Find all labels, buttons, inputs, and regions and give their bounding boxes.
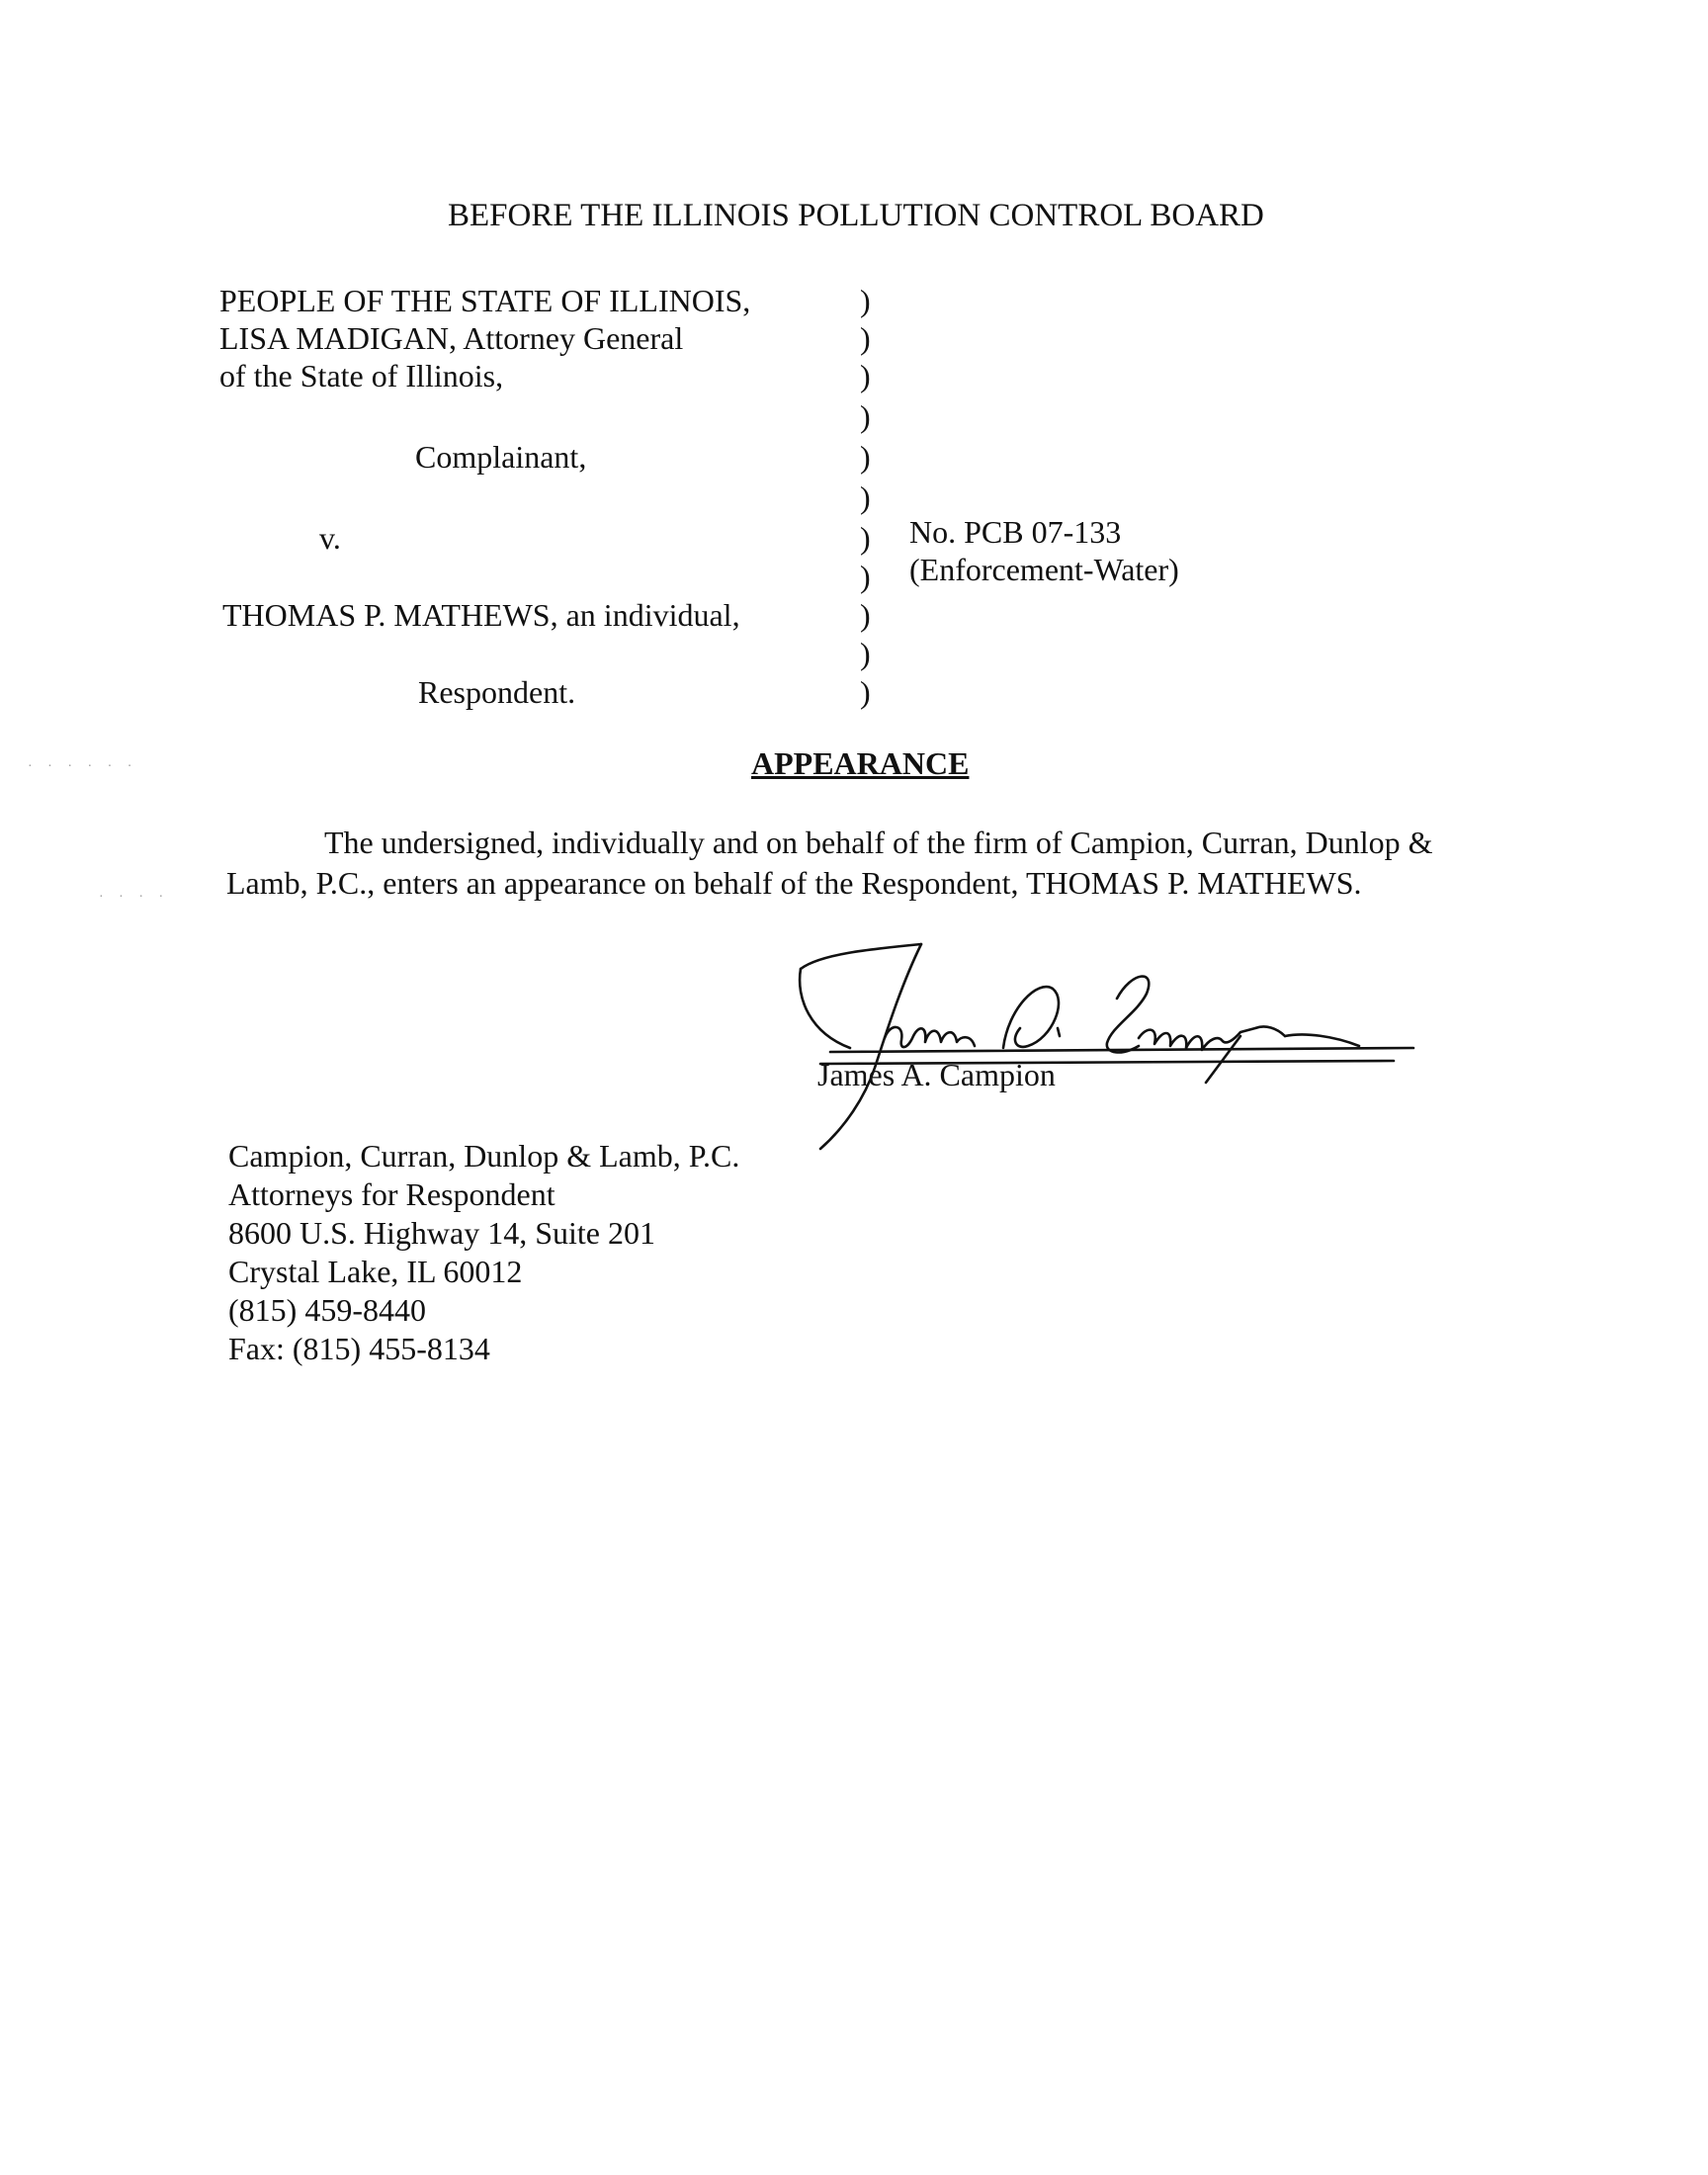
divider-paren: )	[860, 479, 871, 515]
scan-specks: · · · ·	[99, 890, 170, 905]
divider-paren: )	[860, 283, 871, 318]
divider-paren: )	[860, 636, 871, 671]
firm-line-3: 8600 U.S. Highway 14, Suite 201	[228, 1215, 655, 1251]
divider-paren: )	[860, 559, 871, 594]
appearance-title: APPEARANCE	[751, 745, 970, 781]
divider-paren: )	[860, 358, 871, 393]
firm-line-4: Crystal Lake, IL 60012	[228, 1254, 523, 1289]
firm-line-1: Campion, Curran, Dunlop & Lamb, P.C.	[228, 1138, 740, 1174]
appearance-body-line-1: The undersigned, individually and on behalf of the firm of Campion, Curran, Dunlop &	[324, 825, 1433, 860]
signature-graphic	[791, 929, 1423, 1157]
respondent-role: Respondent.	[418, 674, 576, 710]
complainant-line-1: PEOPLE OF THE STATE OF ILLINOIS,	[219, 283, 751, 318]
respondent-name: THOMAS P. MATHEWS, an individual,	[222, 597, 740, 633]
complainant-role: Complainant,	[415, 439, 587, 475]
signer-name: James A. Campion	[817, 1057, 1056, 1092]
divider-paren: )	[860, 597, 871, 633]
firm-line-5: (815) 459-8440	[228, 1292, 426, 1328]
complainant-line-2: LISA MADIGAN, Attorney General	[219, 320, 684, 356]
versus-label: v.	[319, 520, 341, 556]
firm-line-2: Attorneys for Respondent	[228, 1176, 555, 1212]
scan-specks: · · · · · ·	[28, 759, 138, 774]
appearance-body-line-2: Lamb, P.C., enters an appearance on behalf of the Respondent, THOMAS P. MATHEWS.	[226, 865, 1362, 901]
divider-paren: )	[860, 674, 871, 710]
complainant-line-3: of the State of Illinois,	[219, 358, 504, 393]
board-heading: BEFORE THE ILLINOIS POLLUTION CONTROL BOARD	[448, 198, 1264, 233]
firm-line-6: Fax: (815) 455-8134	[228, 1331, 490, 1366]
divider-paren: )	[860, 398, 871, 434]
divider-paren: )	[860, 320, 871, 356]
divider-paren: )	[860, 439, 871, 475]
case-type: (Enforcement-Water)	[909, 552, 1179, 587]
divider-paren: )	[860, 520, 871, 556]
case-number: No. PCB 07-133	[909, 514, 1122, 550]
